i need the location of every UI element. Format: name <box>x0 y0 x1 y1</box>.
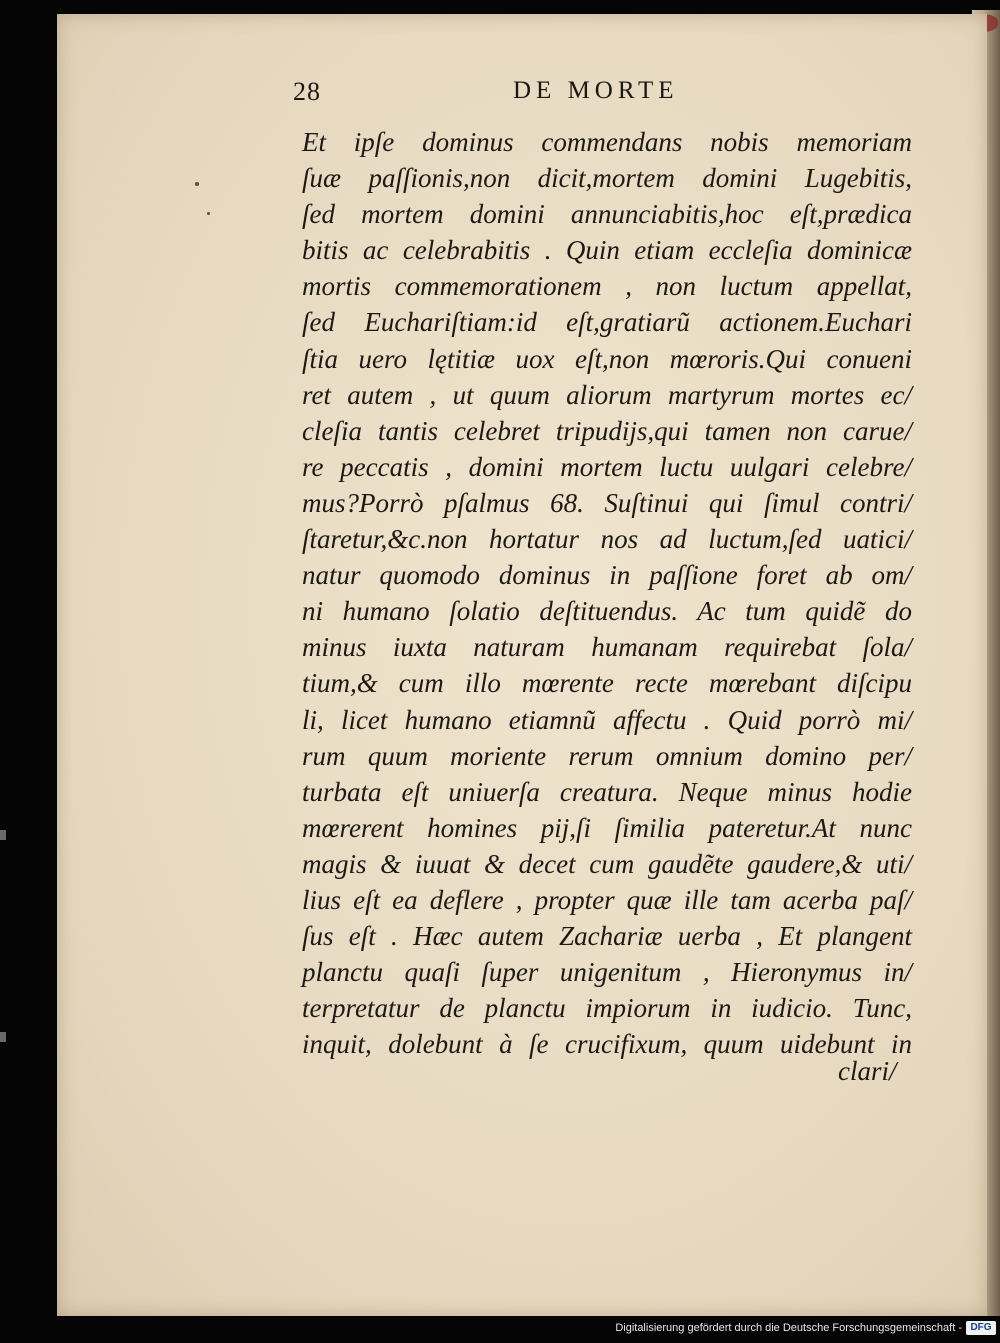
footer-bar <box>0 1316 1000 1343</box>
funding-credit: Digitalisierung gefördert durch die Deutsche Forschungsgemeinschaft - <box>615 1322 962 1334</box>
text-line: natur quomodo dominus in paſſione foret ab om/ <box>302 560 912 591</box>
text-line: ſed Euchariſtiam:id eſt,gratiarũ actionem.Euchari <box>302 307 912 338</box>
text-line: re peccatis , domini mortem luctu uulgari celebre/ <box>302 451 912 482</box>
text-line: li, licet humano etiamnũ affectu . Quid porrò mi/ <box>302 704 912 735</box>
text-line: mœrerent homines pij,ſi ſimilia pateretur.At nunc <box>302 812 912 843</box>
text-line: inquit, dolebunt à ſe crucifixum, quum uidebunt in <box>302 1029 912 1060</box>
text-line: minus iuxta naturam humanam requirebat ſola/ <box>302 632 912 663</box>
running-title: DE MORTE <box>513 77 679 104</box>
text-line: Et ipſe dominus commendans nobis memoriam <box>302 127 912 157</box>
body-text <box>302 124 912 1062</box>
text-line: magis & iuuat & decet cum gaudẽte gaudere,& uti/ <box>302 848 912 879</box>
text-line: planctu quaſi ſuper unigenitum , Hieronymus in/ <box>302 957 912 988</box>
text-line: ſuæ paſſionis,non dicit,mortem domini Lugebitis, <box>302 163 912 194</box>
ink-spot <box>207 212 210 215</box>
text-line: ſtia uero lętitiæ uox eſt,non mœroris.Qui conueni <box>302 343 912 374</box>
text-line: rum quum moriente rerum omnium domino per/ <box>302 740 912 771</box>
text-line: ſus eſt . Hæc autem Zachariæ uerba , Et plangent <box>302 921 912 952</box>
text-line: turbata eſt uniuerſa creatura. Neque minus hodie <box>302 776 912 807</box>
text-line: tium,& cum illo mœrente recte mœrebant diſcipu <box>302 668 912 699</box>
text-line: cleſia tantis celebret tripudijs,qui tamen non carue/ <box>302 415 912 446</box>
spine-mark <box>0 1032 6 1042</box>
text-line: ſed mortem domini annunciabitis,hoc eſt,prædica <box>302 199 912 230</box>
page-number: 28 <box>293 77 321 106</box>
text-line: bitis ac celebrabitis . Quin etiam eccleſia dominicæ <box>302 235 912 266</box>
text-line: ni humano ſolatio deſtituendus. Ac tum quidẽ do <box>302 596 912 627</box>
text-line: mus?Porrò pſalmus 68. Suſtinui qui ſimul contri/ <box>302 487 912 518</box>
catchword: clari/ <box>838 1056 897 1086</box>
running-head <box>293 77 703 111</box>
text-line: ſtaretur,&c.non hortatur nos ad luctum,ſed uatici/ <box>302 524 912 555</box>
dfg-logo[interactable]: DFG <box>966 1321 996 1335</box>
text-line: mortis commemorationem , non luctum appellat, <box>302 271 912 302</box>
text-line: lius eſt ea deflere , propter quæ ille tam acerba paſ/ <box>302 884 912 915</box>
text-line: terpretatur de planctu impiorum in iudicio. Tunc, <box>302 993 912 1024</box>
text-line: ret autem , ut quum aliorum martyrum mortes ec/ <box>302 379 912 410</box>
spine-mark <box>0 830 6 840</box>
ink-spot <box>195 182 199 186</box>
